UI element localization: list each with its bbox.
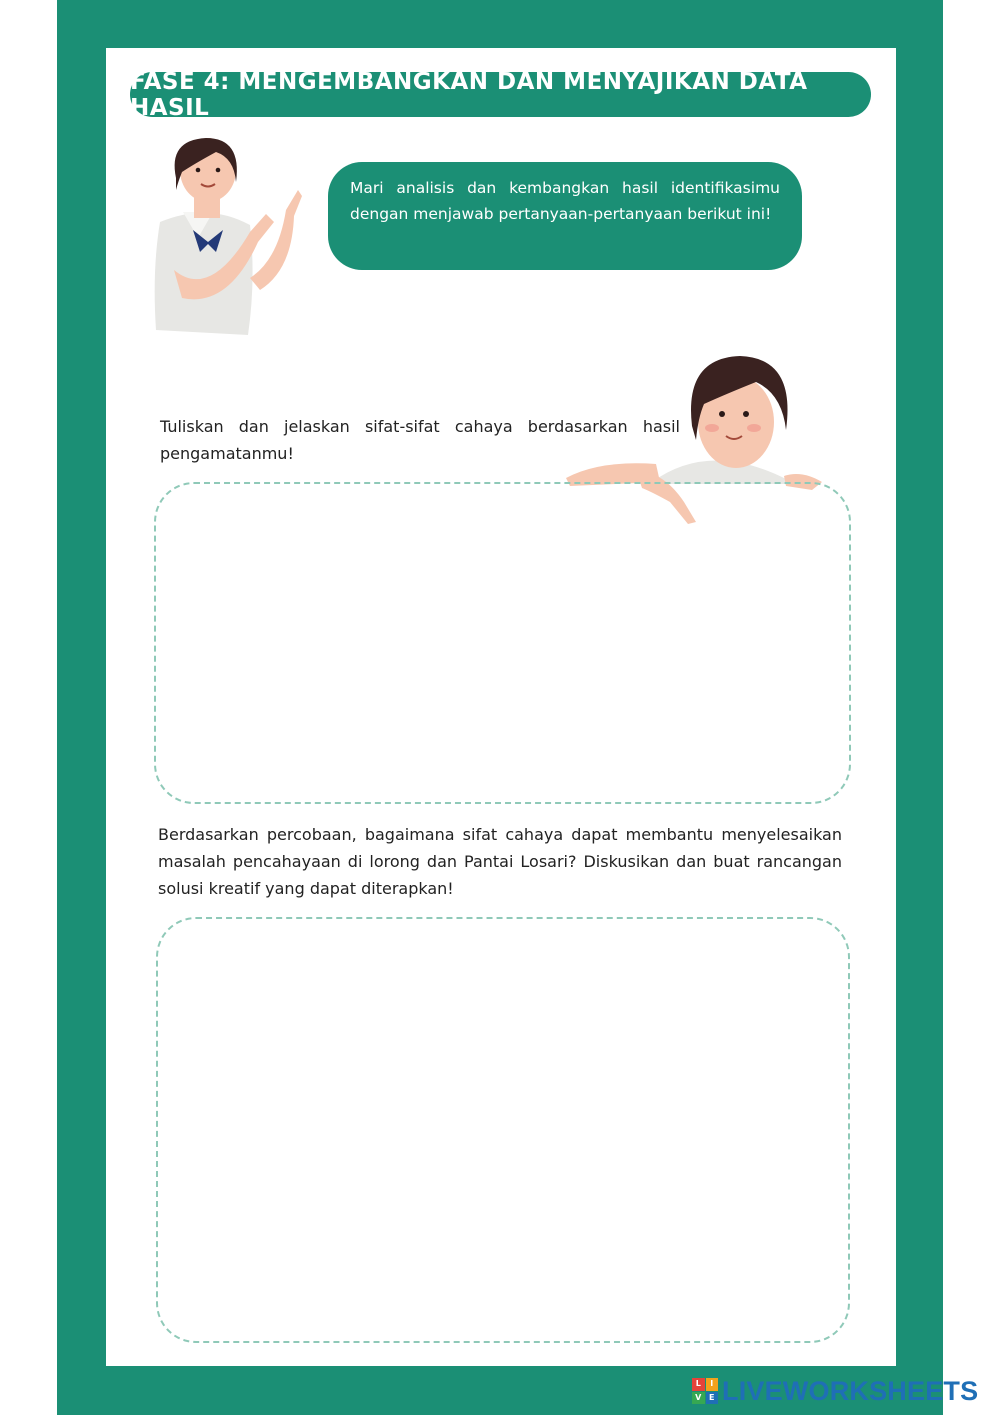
logo-letter: L bbox=[692, 1378, 705, 1391]
instruction-bubble: Mari analisis dan kembangkan hasil identifikasimu dengan menjawab pertanyaan-pertanyaan berikut ini! bbox=[328, 162, 802, 270]
logo-letter: I bbox=[706, 1378, 719, 1391]
question-2-text: Berdasarkan percobaan, bagaimana sifat cahaya dapat membantu menyelesaikan masalah pencahayaan di lorong dan Pantai Losari? Diskusikan dan buat rancangan solusi kreatif yang dapat diterapkan! bbox=[158, 825, 842, 898]
liveworksheets-brand-text: LIVEWORKSHEETS bbox=[722, 1375, 979, 1406]
question-1-text: Tuliskan dan jelaskan sifat-sifat cahaya berdasarkan hasil pengamatanmu! bbox=[160, 417, 680, 463]
logo-letter: E bbox=[706, 1392, 719, 1405]
liveworksheets-logo-icon bbox=[692, 1378, 718, 1404]
logo-letter: V bbox=[692, 1392, 705, 1405]
answer-box-1[interactable] bbox=[154, 482, 851, 804]
liveworksheets-logo bbox=[692, 1376, 978, 1406]
page-title: FASE 4: MENGEMBANGKAN DAN MENYAJIKAN DATA HASIL bbox=[130, 72, 871, 117]
student-girl-pointing-illustration bbox=[138, 130, 308, 340]
answer-box-2[interactable] bbox=[156, 917, 850, 1343]
